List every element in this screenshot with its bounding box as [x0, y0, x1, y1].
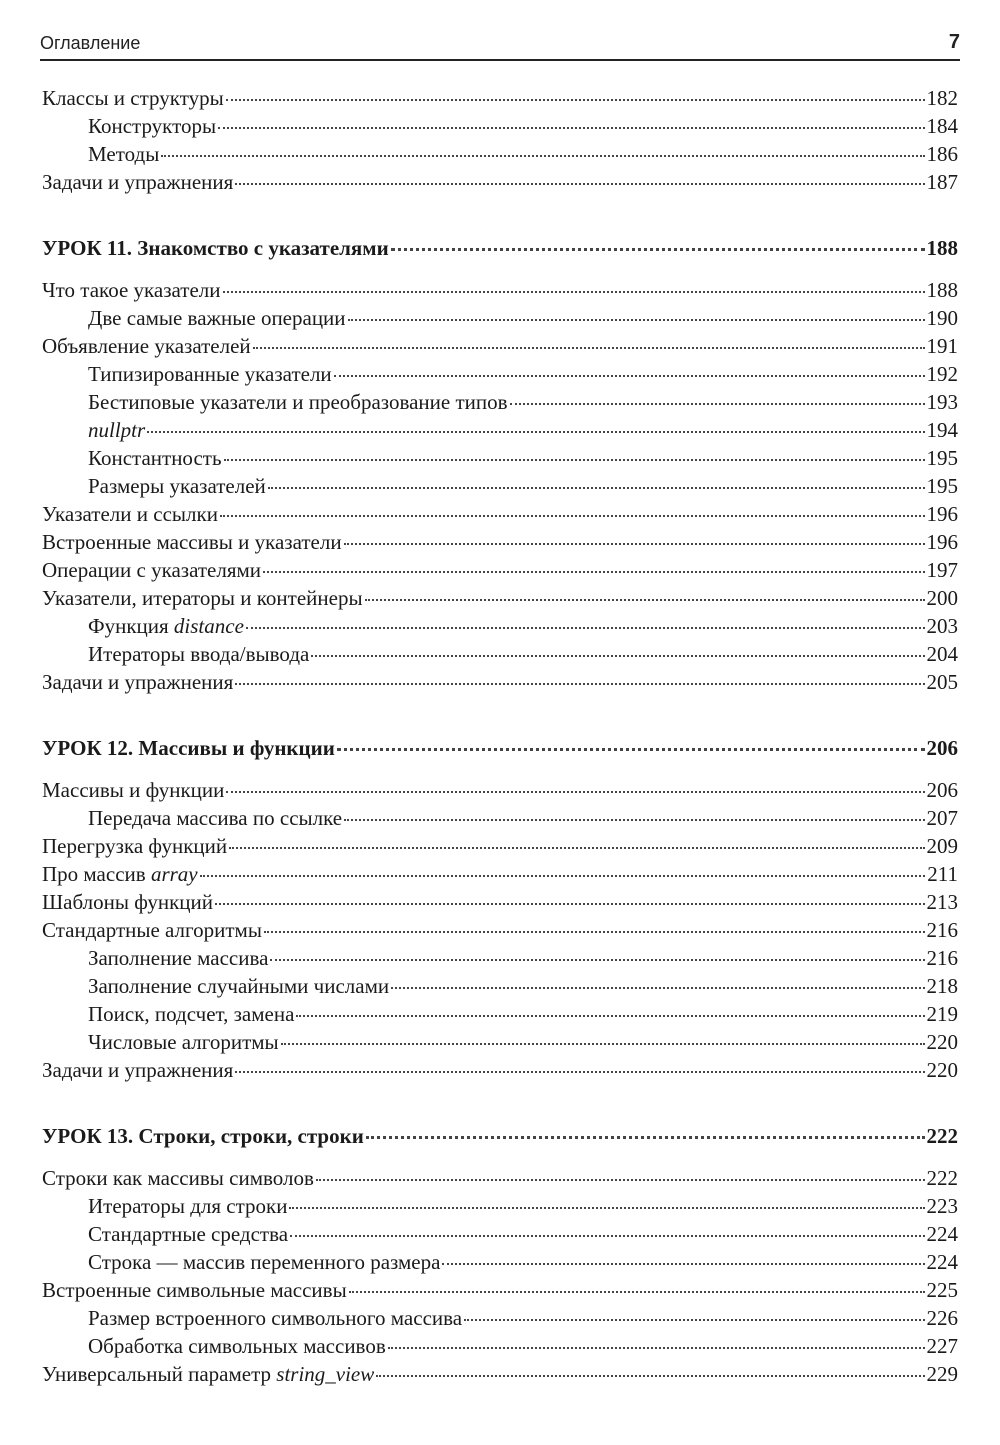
toc-entry[interactable] [42, 1000, 958, 1028]
dot-leader [290, 1234, 924, 1237]
toc-entry-title [88, 804, 342, 832]
dot-leader [270, 958, 924, 961]
toc-entry-title [88, 1220, 288, 1248]
toc-entry[interactable] [42, 612, 958, 640]
toc-entry-page: 216 [926, 918, 958, 942]
toc-entry-title-text: Задачи и упражнения [42, 1058, 234, 1082]
toc-entry-title [88, 1192, 287, 1220]
toc-entry[interactable] [42, 804, 958, 832]
toc-entry[interactable] [42, 832, 958, 860]
toc-entry-title [88, 1000, 294, 1028]
toc-entry[interactable] [42, 972, 958, 1000]
toc-entry-page: 196 [926, 530, 958, 554]
toc-entry-title-text: Что такое указатели [42, 278, 221, 302]
dot-leader [235, 1070, 924, 1073]
toc-entry[interactable] [42, 916, 958, 944]
toc-entry-title-text: Стандартные алгоритмы [42, 918, 262, 942]
toc-entry[interactable] [42, 1164, 958, 1192]
toc-entry-title-text: Заполнение случайными числами [88, 974, 390, 998]
toc-entry[interactable] [42, 528, 958, 556]
dot-leader [349, 1290, 925, 1293]
page-header [40, 33, 960, 61]
toc-entry-page: 194 [926, 418, 958, 442]
toc-entry-title [42, 1360, 374, 1388]
toc-entry-title [42, 84, 224, 112]
chapter-spacer [42, 1084, 958, 1122]
dot-leader [235, 182, 924, 185]
toc-entry-page: 224 [926, 1250, 958, 1274]
toc-entry[interactable] [42, 276, 958, 304]
toc-entry[interactable] [42, 388, 958, 416]
toc-entry-title [42, 556, 261, 584]
toc-chapter-entry[interactable] [42, 734, 958, 762]
dot-leader [246, 626, 925, 629]
toc-entry-page: 188 [926, 278, 958, 302]
toc-entry[interactable] [42, 668, 958, 696]
toc-entry-title [88, 388, 508, 416]
toc-entry[interactable] [42, 500, 958, 528]
toc-entry-title [42, 888, 213, 916]
dot-leader [263, 570, 924, 573]
toc-entry-title-text: Функция [88, 614, 174, 638]
toc-entry-title [88, 972, 389, 1000]
toc-entry[interactable] [42, 1360, 958, 1388]
toc-entry[interactable] [42, 1192, 958, 1220]
toc-entry-title-text: Указатели и ссылки [42, 502, 218, 526]
toc-entry-title [42, 860, 198, 888]
toc-entry-title [42, 1164, 314, 1192]
toc-entry[interactable] [42, 168, 958, 196]
toc-entry-page: 220 [926, 1058, 958, 1082]
toc-entry-page: 192 [926, 362, 958, 386]
toc-entry[interactable] [42, 1028, 958, 1056]
toc-entry[interactable] [42, 1332, 958, 1360]
toc-entry-page: 218 [926, 974, 958, 998]
toc-entry-title [42, 776, 224, 804]
toc-entry-page: 207 [926, 806, 958, 830]
toc-entry[interactable] [42, 944, 958, 972]
toc-entry-title [42, 276, 221, 304]
toc-entry-page: 229 [926, 1362, 958, 1386]
toc-entry-title-text: Типизированные указатели [88, 362, 332, 386]
dot-leader [226, 98, 925, 101]
toc-entry-page: 225 [926, 1278, 958, 1302]
dot-leader [510, 402, 925, 405]
toc-entry-page: 184 [926, 114, 958, 138]
toc-entry-title-text: Про массив [42, 862, 151, 886]
chapter-spacer [42, 696, 958, 734]
toc-entry-title-text: Операции с указателями [42, 558, 262, 582]
toc-entry-title [88, 140, 159, 168]
dot-leader [200, 874, 926, 877]
toc-entry-title-text: Указатели, итераторы и контейнеры [42, 586, 363, 610]
dot-leader [220, 514, 925, 517]
toc-entry-title [42, 332, 251, 360]
toc-entry-title-text: Строки как массивы символов [42, 1166, 314, 1190]
toc-entry-page: 204 [926, 642, 958, 666]
toc-entry-title [88, 444, 222, 472]
toc-entry-title-italic: string_view [276, 1362, 375, 1386]
dot-leader [344, 542, 925, 545]
toc-entry-title-text: Размеры указателей [88, 474, 266, 498]
toc-entry-page: 211 [927, 862, 958, 886]
toc-entry-page: 195 [926, 474, 958, 498]
dot-leader [281, 1042, 925, 1045]
toc-entry-title [88, 1332, 386, 1360]
dot-leader [218, 126, 924, 129]
toc-entry-title [88, 1028, 279, 1056]
toc-entry-title-text: Шаблоны функций [42, 890, 213, 914]
toc-entry-title [88, 304, 346, 332]
toc-entry-title-text: Строка — массив переменного размера [88, 1250, 441, 1274]
toc-entry-title [88, 640, 309, 668]
toc-entry[interactable] [42, 472, 958, 500]
toc-entry-title-text: Константность [88, 446, 222, 470]
toc-entry[interactable] [42, 140, 958, 168]
dot-leader [388, 1346, 925, 1349]
toc-entry-title [88, 1248, 440, 1276]
toc-entry[interactable] [42, 860, 958, 888]
toc-entry-title [88, 944, 268, 972]
dot-leader [268, 486, 925, 489]
toc-entry-title-text: Массивы и функции [42, 778, 225, 802]
toc-entry[interactable] [42, 332, 958, 360]
toc-entry-title-text: Встроенные символьные массивы [42, 1278, 347, 1302]
toc-entry-title-text: Стандартные средства [88, 1222, 289, 1246]
toc-entry-title-text: Задачи и упражнения [42, 670, 234, 694]
toc-entry-page: 193 [926, 390, 958, 414]
dot-leader [391, 986, 924, 989]
dot-leader [235, 682, 924, 685]
dot-leader [334, 374, 925, 377]
toc-entry-title-italic: distance [173, 614, 244, 638]
toc-entry-title [42, 528, 342, 556]
toc-entry-title-text: Классы и структуры [42, 86, 224, 110]
toc-entry-page: 227 [926, 1334, 958, 1358]
toc-entry-page: 195 [926, 446, 958, 470]
dot-leader [253, 346, 925, 349]
toc-entry-title-text: Перегрузка функций [42, 834, 228, 858]
chapter-spacer [42, 196, 958, 234]
dot-leader [223, 290, 925, 293]
dot-leader [348, 318, 925, 321]
toc-entry-title-text: Числовые алгоритмы [88, 1030, 279, 1054]
toc-entry-title [88, 1304, 462, 1332]
toc-entry-page: 219 [926, 1002, 958, 1026]
toc-entry-title-italic: nullptr [88, 418, 146, 442]
toc-entry-title [42, 500, 218, 528]
toc-entry-title [42, 168, 233, 196]
toc-entry-page: 191 [926, 334, 958, 358]
toc-entry-title-text: Две самые важные операции [88, 306, 346, 330]
toc-entry-page: 220 [926, 1030, 958, 1054]
toc-entry-title-italic: array [150, 862, 198, 886]
toc-entry[interactable] [42, 1276, 958, 1304]
toc-entry-title-text: УРОК 11. Знакомство с указателями [42, 236, 389, 260]
dot-leader [464, 1318, 924, 1321]
toc-entry-title [42, 584, 363, 612]
toc-entry-title-text: Встроенные массивы и указатели [42, 530, 342, 554]
dot-leader [296, 1014, 924, 1017]
toc-entry[interactable] [42, 888, 958, 916]
toc-entry-page: 206 [926, 736, 958, 760]
dot-leader [215, 902, 925, 905]
toc-entry[interactable] [42, 640, 958, 668]
running-title: Оглавление [40, 33, 141, 53]
table-of-contents [42, 84, 958, 1388]
dot-leader [229, 846, 924, 849]
dot-leader [376, 1374, 924, 1377]
toc-entry-title [88, 112, 216, 140]
chapter-spacer [42, 262, 958, 276]
toc-entry-title-text: УРОК 13. Строки, строки, строки [42, 1124, 364, 1148]
dot-leader [311, 654, 924, 657]
toc-entry[interactable] [42, 84, 958, 112]
toc-chapter-entry[interactable] [42, 234, 958, 262]
toc-entry-title-text: Заполнение массива [88, 946, 269, 970]
toc-entry[interactable] [42, 584, 958, 612]
toc-entry[interactable] [42, 112, 958, 140]
toc-entry-page: 206 [926, 778, 958, 802]
toc-entry-page: 226 [926, 1306, 958, 1330]
toc-entry-title [42, 1056, 233, 1084]
page-number: 7 [948, 31, 960, 53]
toc-entry-page: 222 [926, 1166, 958, 1190]
dot-leader [391, 247, 925, 251]
toc-entry-title [42, 668, 233, 696]
toc-entry-title-text: Методы [88, 142, 160, 166]
toc-entry-page: 205 [926, 670, 958, 694]
toc-entry-title-text: Объявление указателей [42, 334, 251, 358]
dot-leader [161, 154, 924, 157]
toc-entry[interactable] [42, 1220, 958, 1248]
dot-leader [442, 1262, 924, 1265]
dot-leader [226, 790, 924, 793]
dot-leader [366, 1135, 925, 1139]
toc-entry-title [88, 360, 332, 388]
toc-entry-title-text: Итераторы для строки [88, 1194, 288, 1218]
dot-leader [264, 930, 925, 933]
toc-entry-title [42, 734, 335, 762]
toc-entry[interactable] [42, 416, 958, 444]
dot-leader [316, 1178, 925, 1181]
toc-entry[interactable] [42, 360, 958, 388]
toc-entry-title [42, 916, 262, 944]
toc-entry-title-text: Итераторы ввода/вывода [88, 642, 310, 666]
chapter-spacer [42, 1150, 958, 1164]
toc-entry-title-text: Универсальный параметр [42, 1362, 277, 1386]
dot-leader [147, 430, 924, 433]
toc-entry-page: 203 [926, 614, 958, 638]
toc-entry-page: 209 [926, 834, 958, 858]
dot-leader [365, 598, 925, 601]
toc-entry-page: 200 [926, 586, 958, 610]
toc-entry-page: 213 [926, 890, 958, 914]
toc-entry-title-text: Бестиповые указатели и преобразование типов [88, 390, 508, 414]
toc-entry-page: 187 [926, 170, 958, 194]
dot-leader [337, 747, 925, 751]
toc-entry-title [42, 1122, 364, 1150]
dot-leader [224, 458, 925, 461]
toc-entry[interactable] [42, 776, 958, 804]
toc-entry-page: 216 [926, 946, 958, 970]
toc-entry-page: 224 [926, 1222, 958, 1246]
toc-chapter-entry[interactable] [42, 1122, 958, 1150]
toc-entry[interactable] [42, 556, 958, 584]
toc-entry-title [88, 612, 244, 640]
toc-entry[interactable] [42, 1304, 958, 1332]
toc-entry-title-text: Задачи и упражнения [42, 170, 234, 194]
toc-entry-title [42, 234, 389, 262]
toc-entry[interactable] [42, 444, 958, 472]
toc-entry-title [42, 832, 227, 860]
dot-leader [289, 1206, 924, 1209]
toc-entry-title [88, 416, 145, 444]
toc-entry-page: 190 [926, 306, 958, 330]
chapter-spacer [42, 762, 958, 776]
dot-leader [344, 818, 924, 821]
toc-entry[interactable] [42, 1056, 958, 1084]
toc-entry-page: 188 [926, 236, 958, 260]
toc-entry-title-text: Размер встроенного символьного массива [88, 1306, 463, 1330]
toc-entry-page: 222 [926, 1124, 958, 1148]
toc-entry-title-text: Поиск, подсчет, замена [88, 1002, 295, 1026]
toc-entry-title-text: УРОК 12. Массивы и функции [42, 736, 335, 760]
toc-entry-title-text: Обработка символьных массивов [88, 1334, 386, 1358]
toc-entry[interactable] [42, 304, 958, 332]
toc-entry-title-text: Конструкторы [88, 114, 217, 138]
toc-entry-page: 196 [926, 502, 958, 526]
toc-entry-title [88, 472, 266, 500]
toc-entry-page: 223 [926, 1194, 958, 1218]
toc-entry[interactable] [42, 1248, 958, 1276]
toc-entry-page: 186 [926, 142, 958, 166]
toc-entry-title-text: Передача массива по ссылке [88, 806, 343, 830]
toc-entry-page: 182 [926, 86, 958, 110]
toc-entry-page: 197 [926, 558, 958, 582]
toc-entry-title [42, 1276, 347, 1304]
